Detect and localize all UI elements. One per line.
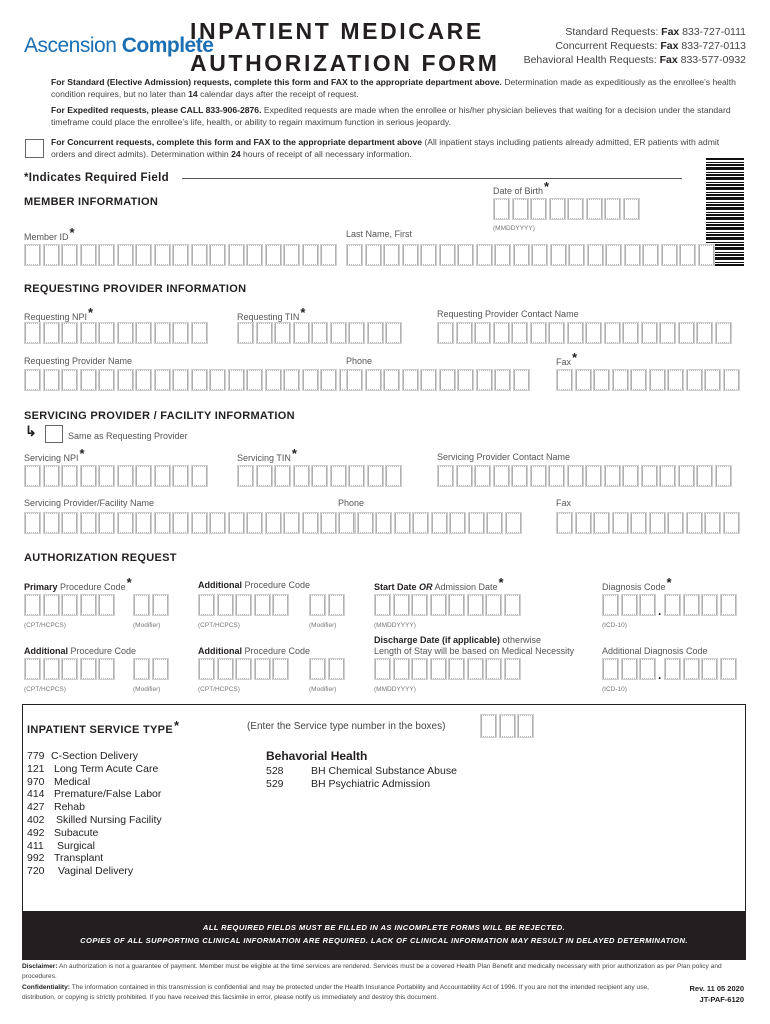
- requesting-fax-label: Fax*: [556, 350, 578, 367]
- list-item: 414 Premature/False Labor: [27, 788, 162, 801]
- concurrent-request-checkbox[interactable]: [25, 139, 44, 158]
- cpt-hint: (CPT/HCPCS): [24, 686, 66, 693]
- logo-text-light: Ascension: [24, 34, 122, 57]
- requesting-npi-label: Requesting NPI*: [24, 305, 94, 322]
- length-of-stay-note: Length of Stay will be based on Medical Necessity: [374, 646, 575, 656]
- same-as-requesting-checkbox[interactable]: [45, 425, 63, 443]
- additional-procedure-code-input-3[interactable]: [198, 658, 291, 680]
- list-item: 492 Subacute: [27, 826, 99, 839]
- primary-procedure-code-label: Primary Procedure Code*: [24, 575, 132, 592]
- diagnosis-code-input-a[interactable]: [602, 594, 658, 616]
- member-id-input[interactable]: [24, 244, 339, 266]
- list-item: 720 Vaginal Delivery: [27, 865, 134, 878]
- member-info-heading: MEMBER INFORMATION: [24, 196, 159, 208]
- modifier-hint: (Modifier): [309, 622, 337, 629]
- list-item: 528 BH Chemical Substance Abuse: [266, 765, 457, 777]
- modifier-hint: (Modifier): [309, 686, 337, 693]
- additional-procedure-code-input-2[interactable]: [24, 658, 117, 680]
- behavioral-health-heading: Behavorial Health: [266, 749, 368, 763]
- dob-label: Date of Birth*: [493, 179, 550, 196]
- requesting-name-label: Requesting Provider Name: [24, 356, 133, 366]
- cpt-hint: (CPT/HCPCS): [24, 622, 66, 629]
- disclaimer-text: Disclaimer: An authorization is not a guarantee of payment. Member must be eligible at the time services are rendered. Services must be a covered Health Plan Benefit and medically necessary with prior authorization as per Plan policy and procedures.: [22, 963, 722, 980]
- ascension-complete-logo: [24, 34, 213, 58]
- requesting-tin-label: Requesting TIN*: [237, 305, 306, 322]
- discharge-date-input[interactable]: [374, 658, 522, 680]
- servicing-name-label: Servicing Provider/Facility Name: [24, 498, 155, 508]
- list-item: 411 Surgical: [27, 839, 95, 852]
- start-date-label: Start Date OR Admission Date*: [374, 575, 504, 592]
- fax-concurrent: Concurrent Requests: Fax 833-727-0113: [555, 40, 746, 52]
- requesting-tin-input[interactable]: [237, 322, 404, 344]
- list-item: 427 Rehab: [27, 801, 85, 814]
- requesting-fax-input[interactable]: [556, 369, 741, 391]
- expedited-request-instructions: For Expedited requests, please CALL 833-906-2876. Expedited requests are made when the enrollee or his/her physician believes that waiting for a decision under the standard timeframe could place the enrollee’s life, health, or ability to regain maximum function in serious jeopardy.: [51, 105, 731, 127]
- servicing-contact-input[interactable]: [437, 465, 733, 487]
- diagnosis-decimal-point: .: [658, 604, 662, 618]
- fax-behavioral: Behavioral Health Requests: Fax 833-577-0932: [523, 54, 746, 66]
- requesting-phone-label: Phone: [346, 356, 373, 366]
- dob-input[interactable]: [493, 198, 641, 220]
- list-item: 121 Long Term Acute Care: [27, 762, 159, 775]
- list-item: 779 C-Section Delivery: [27, 750, 138, 762]
- required-fields-banner: [22, 912, 746, 960]
- dob-format-hint: (MMDDYYYY): [493, 225, 535, 232]
- additional-procedure-code-label-3: Additional Procedure Code: [198, 646, 311, 656]
- servicing-fax-input[interactable]: [556, 512, 741, 534]
- additional-diagnosis-decimal-point: .: [658, 668, 662, 682]
- diagnosis-code-label: Diagnosis Code*: [602, 575, 672, 592]
- member-id-label: Member ID*: [24, 225, 75, 242]
- servicing-phone-input[interactable]: [338, 512, 523, 534]
- service-type-list: [27, 750, 162, 878]
- fax-standard: Standard Requests: Fax 833-727-0111: [565, 26, 746, 38]
- service-type-number-input[interactable]: [480, 714, 536, 738]
- additional-modifier-input-3[interactable]: [309, 658, 346, 680]
- servicing-name-input[interactable]: [24, 512, 357, 534]
- arrow-turn-icon: ↳: [25, 423, 37, 439]
- diagnosis-code-input-b[interactable]: [664, 594, 738, 616]
- requesting-provider-heading: REQUESTING PROVIDER INFORMATION: [24, 283, 247, 295]
- authorization-request-heading: AUTHORIZATION REQUEST: [24, 552, 177, 564]
- list-item: 529 BH Psychiatric Admission: [266, 777, 431, 790]
- servicing-contact-label: Servicing Provider Contact Name: [437, 452, 571, 462]
- modifier-hint: (Modifier): [133, 622, 161, 629]
- list-item: 402 Skilled Nursing Facility: [27, 813, 162, 826]
- banner-line-2: COPIES OF ALL SUPPORTING CLINICAL INFORMATION ARE REQUIRED. LACK OF CLINICAL INFORMATION MAY RESULT IN DELAYED DETERMINATION.: [80, 936, 688, 945]
- standard-request-instructions: For Standard (Elective Admission) requests, complete this form and FAX to the appropriate department above. Determination made as expeditiously as the enrollee’s health condition requires, but no later than 14 calendar days after the receipt of request.: [51, 77, 736, 99]
- banner-line-1: ALL REQUIRED FIELDS MUST BE FILLED IN AS INCOMPLETE FORMS WILL BE REJECTED.: [202, 923, 566, 932]
- form-title-line1: INPATIENT MEDICARE: [190, 18, 484, 44]
- cpt-hint: (CPT/HCPCS): [198, 622, 240, 629]
- list-item: 970 Medical: [27, 775, 91, 788]
- servicing-npi-input[interactable]: [24, 465, 209, 487]
- additional-procedure-code-input-1[interactable]: [198, 594, 291, 616]
- date-hint: (MMDDYYYY): [374, 622, 416, 629]
- requesting-contact-label: Requesting Provider Contact Name: [437, 309, 579, 319]
- servicing-provider-heading: SERVICING PROVIDER / FACILITY INFORMATION: [24, 410, 295, 422]
- requesting-name-input[interactable]: [24, 369, 357, 391]
- logo-text-bold: Complete: [121, 34, 214, 57]
- confidentiality-text: Confidentiality: The information contained in this transmission is confidential and may be protected under the Health Insurance Portability and Accountability Act of 1996. If you are not the intended recipient any use, distribution, or copying is strictly prohibited. If you have received this facsimile in error, please notify us immediately and destroy this document.: [22, 984, 650, 1001]
- service-type-entry-hint: (Enter the Service type number in the boxes): [247, 721, 446, 732]
- last-first-name-input[interactable]: [346, 244, 716, 266]
- revision-info: [690, 983, 745, 1005]
- additional-diagnosis-code-input-b[interactable]: [664, 658, 738, 680]
- start-date-input[interactable]: [374, 594, 522, 616]
- modifier-hint: (Modifier): [133, 686, 161, 693]
- additional-procedure-code-label-1: Additional Procedure Code: [198, 580, 311, 590]
- servicing-phone-label: Phone: [338, 498, 365, 508]
- date-hint: (MMDDYYYY): [374, 686, 416, 693]
- additional-diagnosis-code-input-a[interactable]: [602, 658, 658, 680]
- additional-modifier-input-1[interactable]: [309, 594, 346, 616]
- requesting-npi-input[interactable]: [24, 322, 209, 344]
- requesting-phone-input[interactable]: [346, 369, 531, 391]
- required-field-note: *Indicates Required Field: [24, 172, 169, 184]
- primary-procedure-code-input[interactable]: [24, 594, 117, 616]
- servicing-fax-label: Fax: [556, 498, 572, 508]
- concurrent-request-instructions: For Concurrent requests, complete this form and FAX to the appropriate department above (All inpatient stays including patients already admitted, ER patients with admit orders and direct admits). Determination within 24 hours of receipt of all necessary information.: [51, 137, 720, 159]
- servicing-npi-label: Servicing NPI*: [24, 446, 85, 463]
- servicing-tin-label: Servicing TIN*: [237, 446, 297, 463]
- icd-hint: (ICD-10): [602, 686, 627, 693]
- list-item: 992 Transplant: [27, 852, 104, 865]
- form-title-line2: AUTHORIZATION FORM: [190, 50, 500, 76]
- cpt-hint: (CPT/HCPCS): [198, 686, 240, 693]
- last-first-name-label: Last Name, First: [346, 229, 413, 239]
- revision-date: Rev. 11 05 2020: [689, 984, 744, 993]
- divider-line: [182, 178, 682, 179]
- requesting-contact-input[interactable]: [437, 322, 733, 344]
- additional-diagnosis-code-label: Additional Diagnosis Code: [602, 646, 708, 656]
- discharge-date-label: Discharge Date (if applicable) otherwise: [374, 635, 542, 645]
- primary-modifier-input[interactable]: [133, 594, 170, 616]
- same-as-requesting-label: Same as Requesting Provider: [68, 431, 188, 441]
- additional-modifier-input-2[interactable]: [133, 658, 170, 680]
- additional-procedure-code-label-2: Additional Procedure Code: [24, 646, 137, 656]
- form-id: JT-PAF-6120: [699, 995, 744, 1004]
- behavioral-health-list: [266, 765, 457, 791]
- icd-hint: (ICD-10): [602, 622, 627, 629]
- inpatient-service-type-heading: INPATIENT SERVICE TYPE*: [27, 718, 180, 736]
- servicing-tin-input[interactable]: [237, 465, 404, 487]
